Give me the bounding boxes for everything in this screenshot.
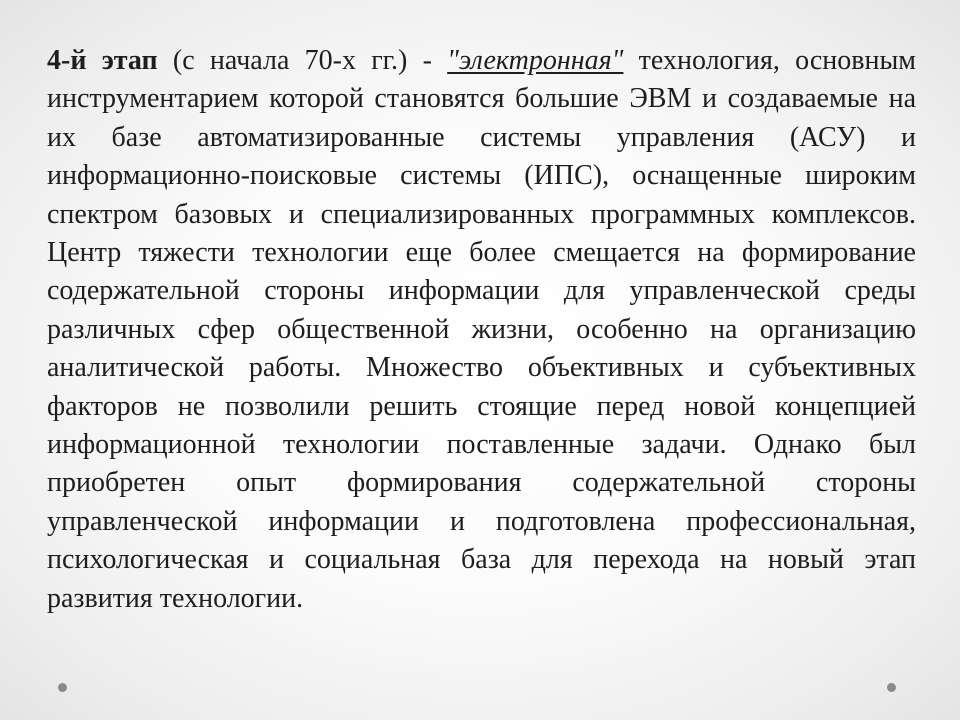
stage-description: технология, основным инструментарием которой становятся большие ЭВМ и создаваемые на их базе автоматизированные системы управления (АСУ) и информационно-поисковые системы (ИПС), оснащенные широким спектром базовых и специализированных программных комплексов. Центр тяжести технологии еще более смещается на формирование содержательной стороны информации для управленческой среды различных сфер общественной жизни, особенно на организацию аналитической работы. Множество объективных и субъективных факторов не позволили решить стоящие перед новой концепцией информационной технологии поставленные задачи. Однако был приобретен опыт формирования содержательной стороны управленческой информации и подготовлена профессиональная, психологическая и социальная база для перехода на новый этап развития технологии.	[47, 45, 917, 614]
bottom-left-dot-icon	[58, 683, 67, 692]
bottom-right-dot-icon	[887, 683, 896, 692]
slide-paragraph	[47, 42, 916, 618]
stage-term: "электронная"	[447, 45, 624, 76]
stage-period: (с начала 70-х гг.) -	[157, 45, 448, 76]
stage-heading: 4-й этап	[47, 45, 158, 76]
